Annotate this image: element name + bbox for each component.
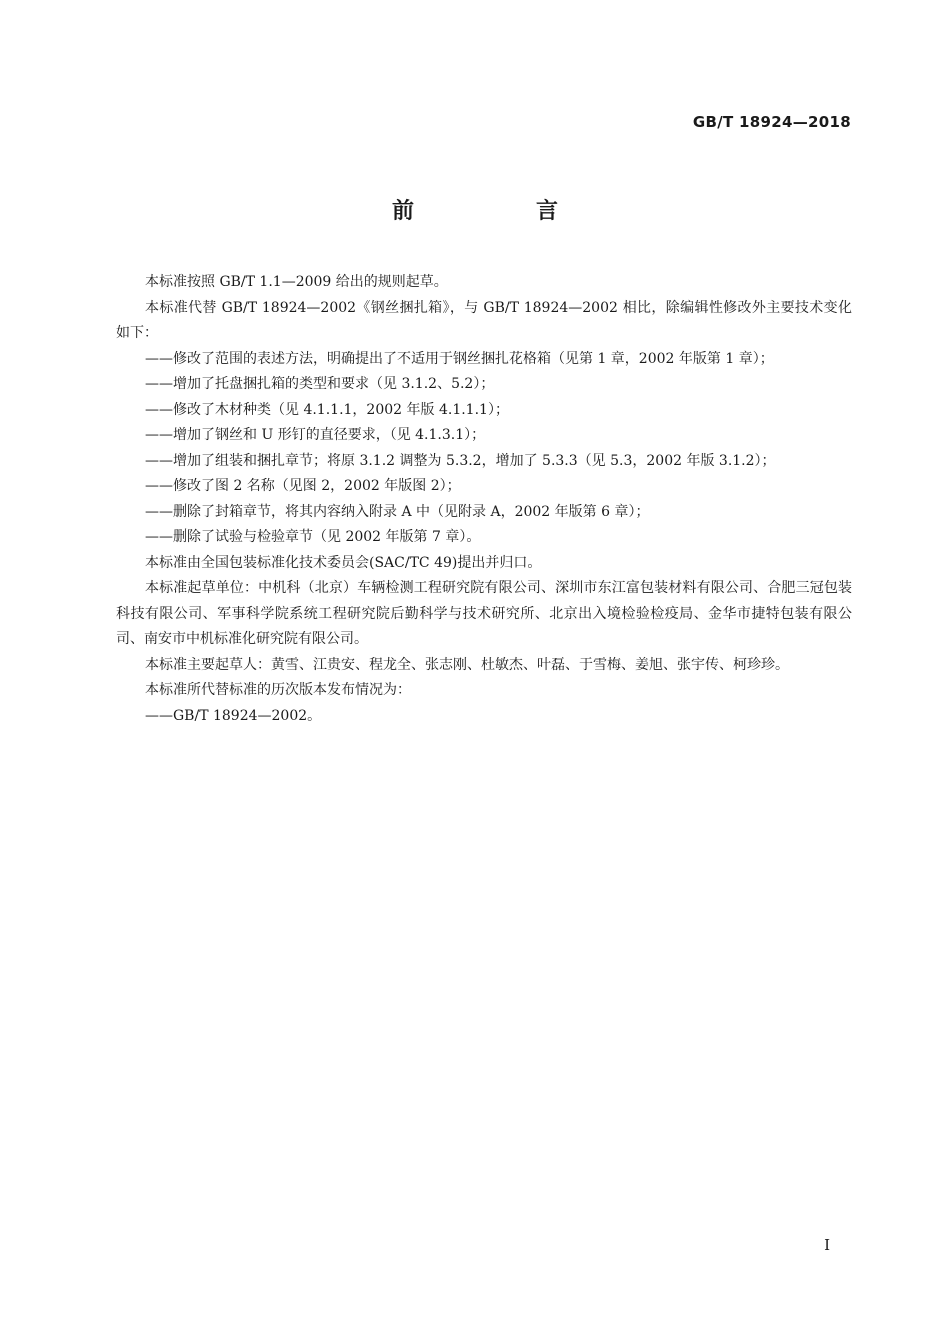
change-item: ——删除了试验与检验章节（见 2002 年版第 7 章）。 — [145, 529, 481, 545]
standard-code: GB/T 18924—2018 — [692, 113, 851, 131]
change-item: ——增加了托盘捆扎箱的类型和要求（见 3.1.2、5.2）； — [145, 376, 495, 392]
paragraph-drafting-rules: 本标准按照 GB/T 1.1—2009 给出的规则起草。 — [145, 274, 448, 290]
paragraph-committee: 本标准由全国包装标准化技术委员会(SAC/TC 49)提出并归口。 — [145, 554, 542, 571]
change-item: ——修改了木材种类（见 4.1.1.1，2002 年版 4.1.1.1）； — [145, 401, 509, 418]
paragraph-drafters: 本标准主要起草人：黄雪、江贵安、程龙全、张志刚、杜敏杰、叶磊、于雪梅、姜旭、张宇传、柯珍珍。 — [145, 656, 789, 673]
document-body — [116, 270, 852, 729]
change-item: ——增加了组装和捆扎章节；将原 3.1.2 调整为 5.3.2，增加了 5.3.3（见 5.3，2002 年版 3.1.2）； — [145, 452, 776, 469]
change-item: ——删除了封箱章节，将其内容纳入附录 A 中（见附录 A，2002 年版第 6 章）； — [145, 503, 650, 520]
history-item: ——GB/T 18924—2002。 — [145, 707, 322, 724]
page-title: 前 言 — [391, 199, 608, 224]
paragraph-history-intro: 本标准所代替标准的历次版本发布情况为： — [145, 682, 411, 698]
paragraph-drafting-units: 本标准起草单位：中机科（北京）车辆检测工程研究院有限公司、深圳市东江富包装材料有限公司、合肥三冠包装科技有限公司、军事科学院系统工程研究院后勤科学与技术研究所、北京出入境检验检疫局、金华市捷特包装有限公司、南安市中机标准化研究院有限公司。 — [116, 580, 852, 647]
change-item: ——增加了钢丝和 U 形钉的直径要求，（见 4.1.3.1）； — [145, 427, 486, 443]
paragraph-replacement: 本标准代替 GB/T 18924—2002《钢丝捆扎箱》，与 GB/T 18924—2002 相比，除编辑性修改外主要技术变化如下： — [116, 299, 852, 341]
page-number: I — [824, 1236, 830, 1254]
change-item: ——修改了图 2 名称（见图 2，2002 年版图 2）； — [145, 478, 461, 494]
change-item: ——修改了范围的表述方法，明确提出了不适用于钢丝捆扎花格箱（见第 1 章，2002 年版第 1 章）； — [145, 350, 774, 367]
